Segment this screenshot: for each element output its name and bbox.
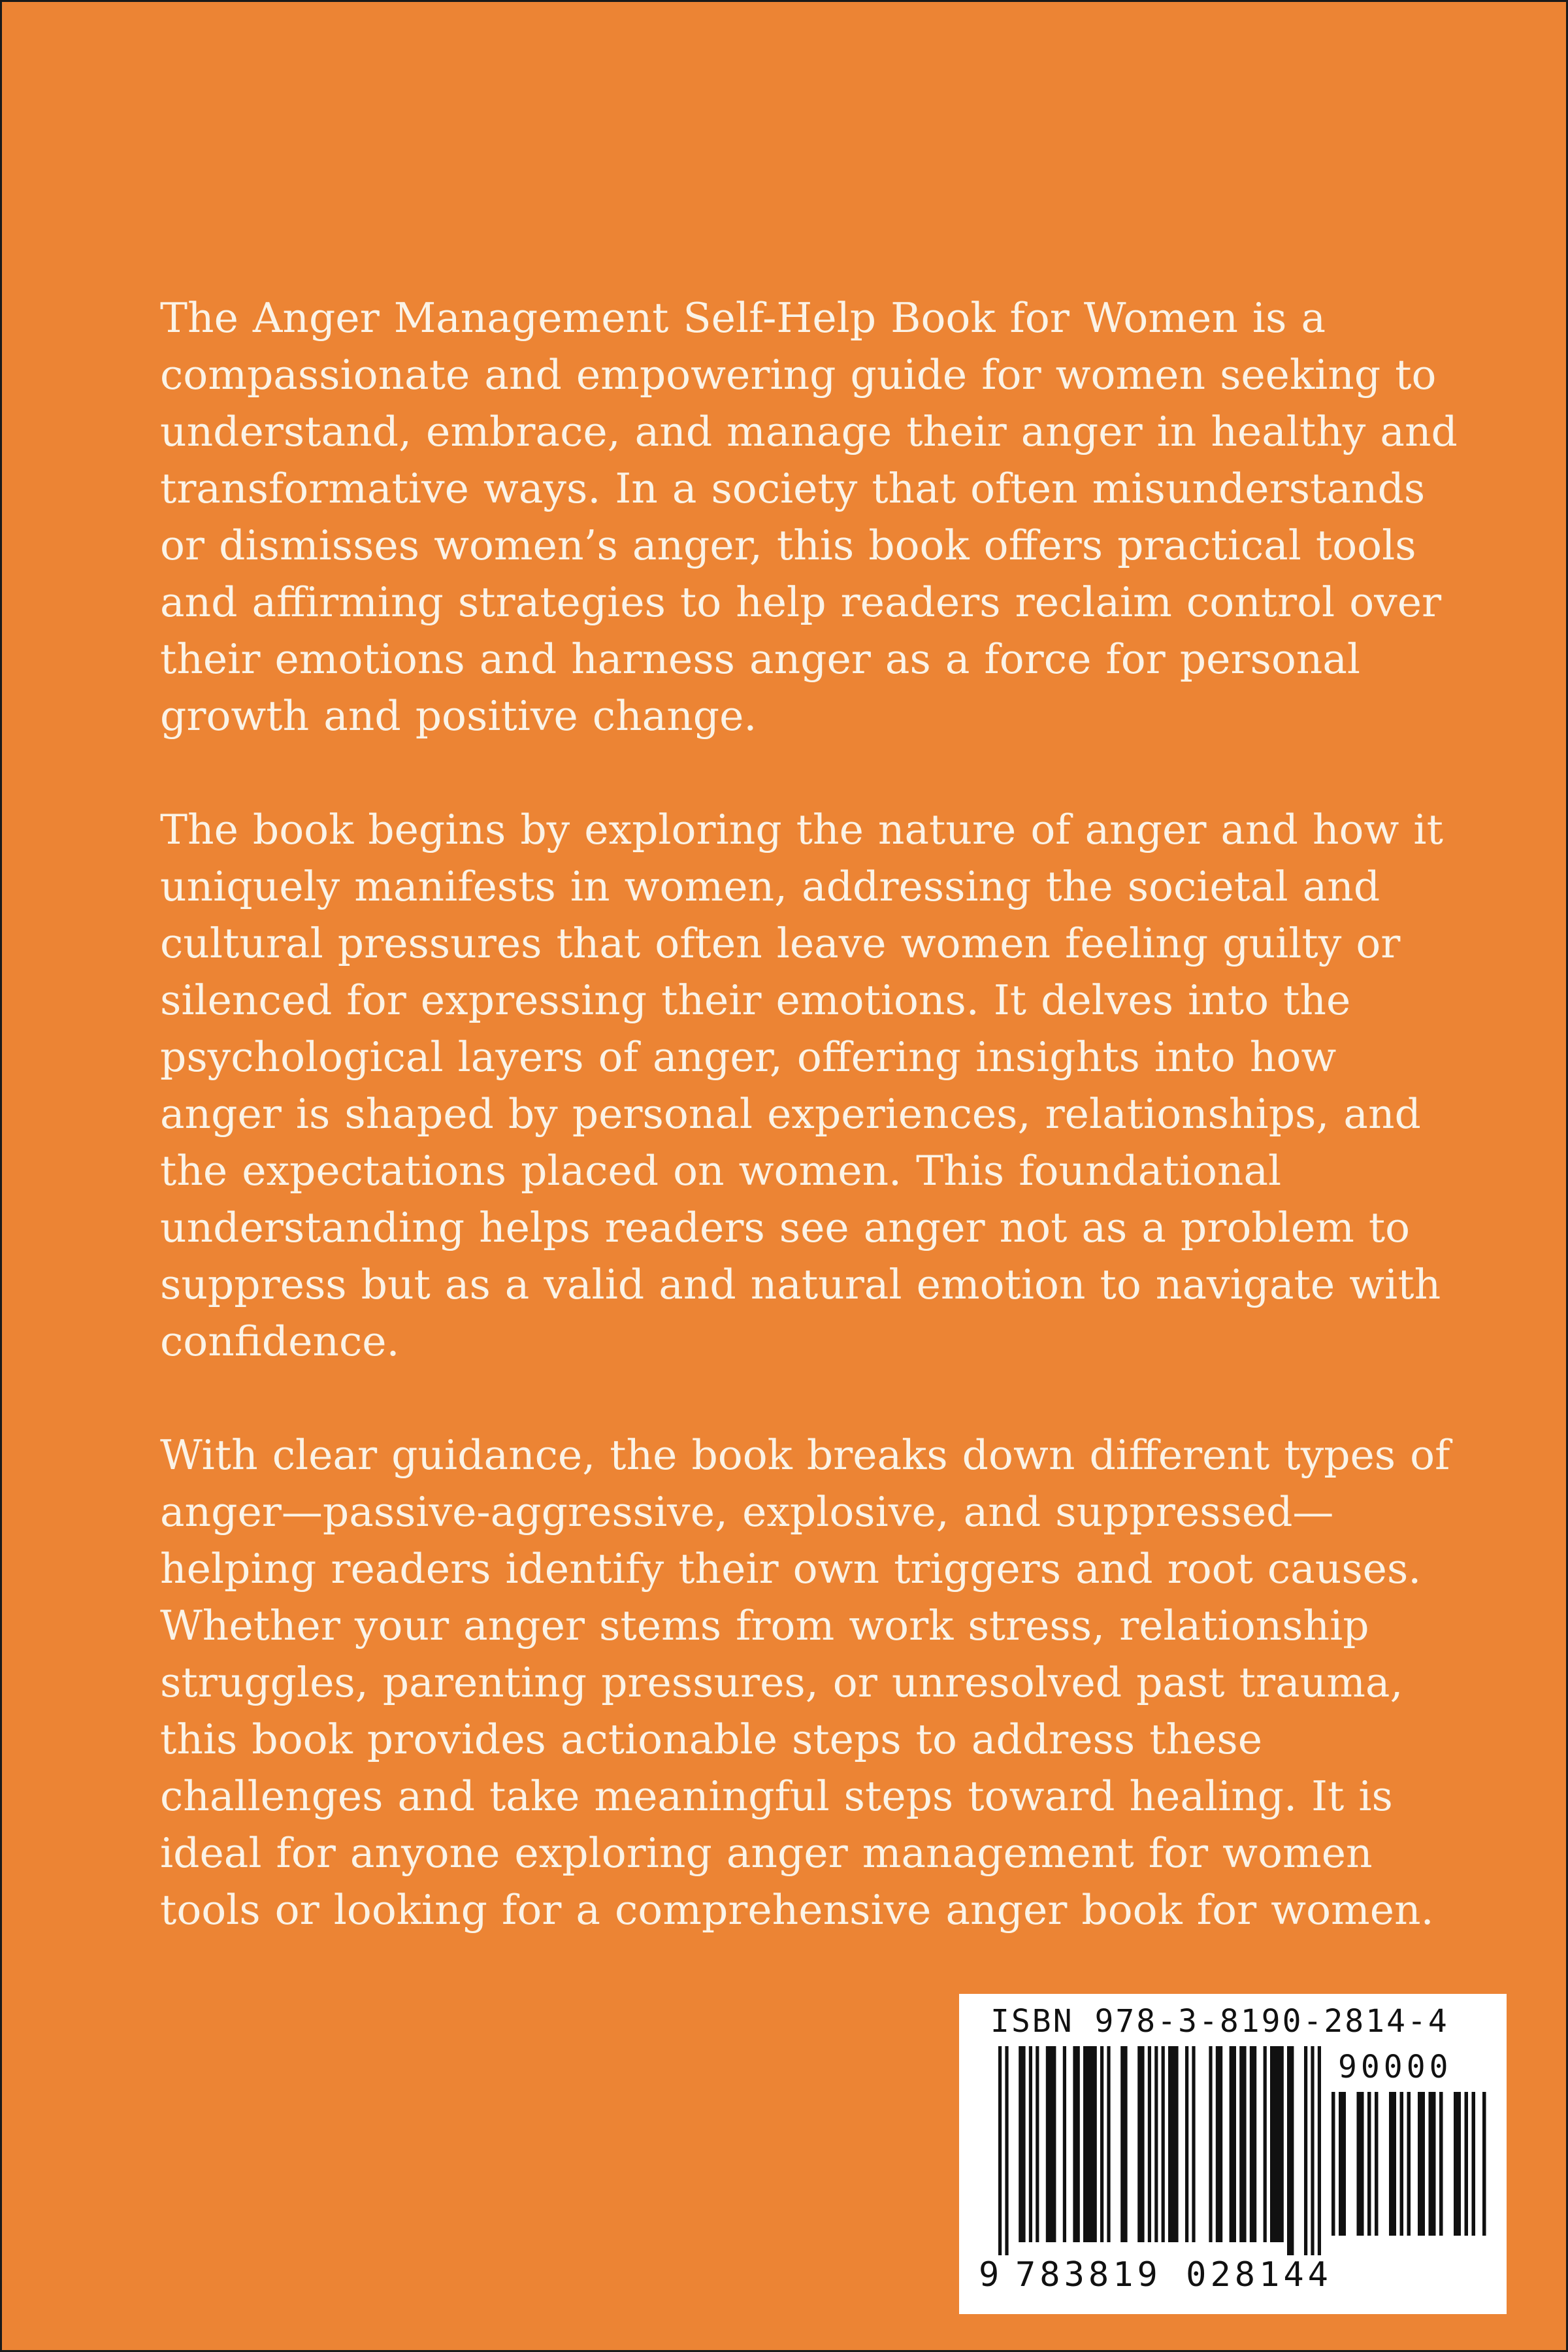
barcode-bar xyxy=(998,2046,1002,2255)
barcode-bar xyxy=(1100,2046,1103,2242)
barcode-bar xyxy=(1185,2046,1188,2242)
barcode-bar xyxy=(1339,2092,1346,2236)
barcode-bar xyxy=(1454,2092,1461,2236)
barcode-bar xyxy=(1407,2092,1411,2236)
barcode-bar xyxy=(1482,2092,1486,2236)
barcode-bar xyxy=(1357,2092,1364,2236)
barcode-bar xyxy=(1019,2046,1025,2242)
description-paragraph-1: The Anger Management Self-Help Book for Women is a compassionate and empowering guide for women seeking to understand, embrace, and manage their anger in healthy and transformative ways. In a society that often misunderstands or dismisses women’s anger, this book offers practical tools and affirming strategies to help readers reclaim control over their emotions and harness anger as a force for personal growth and positive change. xyxy=(160,294,1458,740)
barcode-bar xyxy=(1367,2092,1371,2236)
barcode-bar xyxy=(1137,2046,1144,2242)
barcode-bar xyxy=(1287,2046,1294,2255)
barcode-bar xyxy=(1029,2046,1032,2242)
barcode-bar xyxy=(1162,2046,1165,2242)
barcode-bar xyxy=(1250,2046,1256,2242)
barcode-bar xyxy=(1311,2046,1314,2255)
barcode-bar xyxy=(1331,2092,1335,2236)
addon-barcode-icon xyxy=(1331,2092,1488,2255)
barcode-bar xyxy=(1209,2046,1212,2242)
barcode-bar xyxy=(1318,2046,1321,2255)
barcode-bar xyxy=(1400,2092,1404,2236)
barcode-bar xyxy=(1083,2046,1097,2242)
isbn-label: ISBN 978-3-8190-2814-4 xyxy=(990,2003,1449,2040)
barcode-bar xyxy=(1168,2046,1179,2242)
barcode-bar xyxy=(1472,2092,1476,2236)
barcode-panel xyxy=(959,1994,1507,2314)
description-paragraph-3: With clear guidance, the book breaks down different types of anger—passive-aggressive, explosive, and suppressed—helping readers identify their own triggers and root causes. Whether your anger stems from work stress, relationship struggles, parenting pressures, or unresolved past trauma, this book provides actionable steps to address these challenges and take meaningful steps toward healing. It is ideal for anyone exploring anger management for women tools or looking for a comprehensive anger book for women. xyxy=(160,1431,1450,1934)
ean-barcode-icon xyxy=(998,2046,1325,2255)
barcode-bar xyxy=(1120,2046,1127,2242)
barcode-bar xyxy=(1230,2046,1236,2242)
barcode-bar xyxy=(1046,2046,1056,2242)
barcode-bar xyxy=(1465,2092,1469,2236)
barcode-bar xyxy=(1375,2092,1379,2236)
barcode-bar xyxy=(1429,2092,1436,2236)
barcode-bar xyxy=(1063,2046,1066,2242)
barcode-bar xyxy=(1389,2092,1396,2236)
barcode-bar xyxy=(1107,2046,1110,2242)
book-description xyxy=(160,290,1460,1995)
barcode-bar xyxy=(1005,2046,1008,2255)
description-paragraph-2: The book begins by exploring the nature of anger and how it uniquely manifests in women, addressing the societal and cultural pressures that often leave women feeling guilty or silenced for expressing their emotions. It delves into the psychological layers of anger, offering insights into how anger is shaped by personal experiences, relationships, and the expectations placed on women. This foundational understanding helps readers see anger not as a problem to suppress but as a valid and natural emotion to navigate with confidence. xyxy=(160,806,1443,1365)
barcode-bar xyxy=(1304,2046,1307,2255)
barcode-bar xyxy=(1239,2046,1246,2242)
ean-first-digit: 9 xyxy=(979,2255,1000,2294)
barcode-bar xyxy=(1148,2046,1151,2242)
barcode-bar xyxy=(1073,2046,1079,2242)
barcode-bar xyxy=(1192,2046,1195,2242)
barcode-bar xyxy=(1418,2092,1425,2236)
barcode-bar xyxy=(1264,2046,1267,2242)
price-code: 90000 xyxy=(1338,2049,1452,2085)
ean-digits: 783819 028144 xyxy=(1015,2255,1332,2294)
barcode-bar xyxy=(1036,2046,1039,2242)
barcode-bar xyxy=(1216,2046,1222,2242)
barcode-bar xyxy=(1439,2092,1443,2236)
barcode-bar xyxy=(1154,2046,1158,2242)
barcode-bar xyxy=(1270,2046,1284,2242)
